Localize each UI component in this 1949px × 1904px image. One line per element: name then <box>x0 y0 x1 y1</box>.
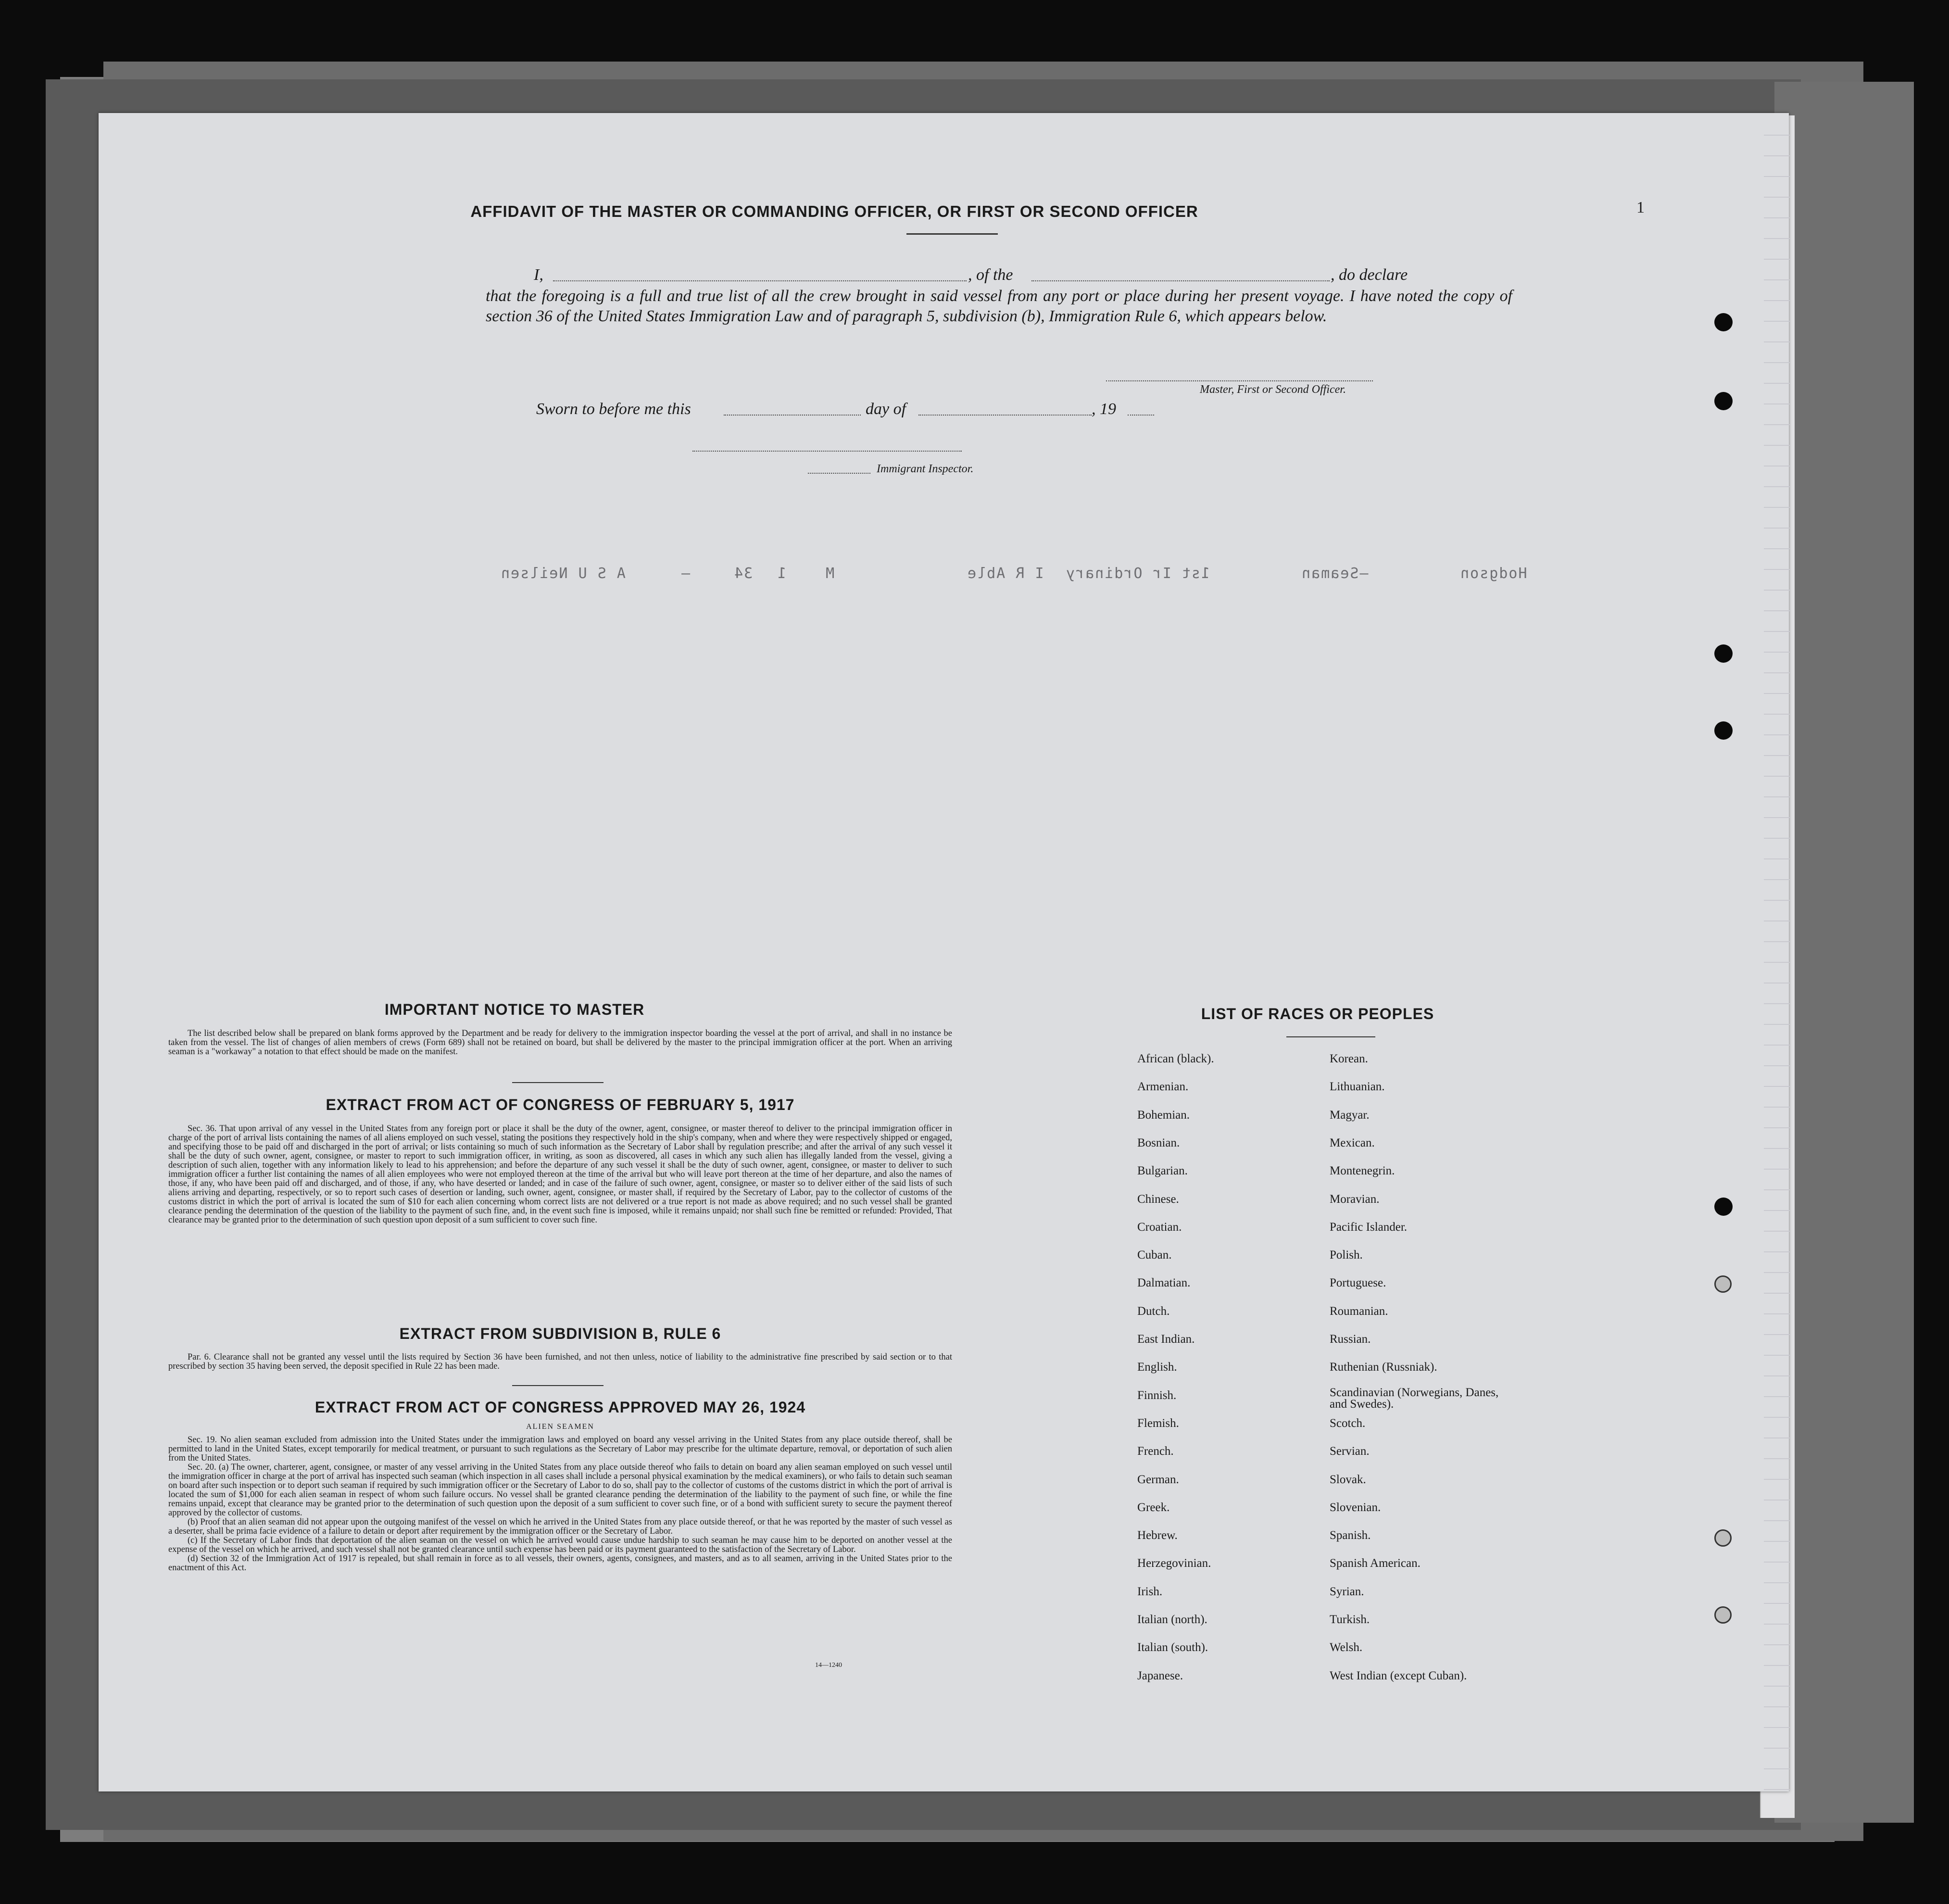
ruling-line <box>1764 135 1790 136</box>
ruling-line <box>1764 1748 1790 1749</box>
sworn-year-blank[interactable] <box>1128 415 1154 416</box>
ruling-line <box>1764 1665 1790 1666</box>
race-item: German. <box>1137 1473 1179 1486</box>
ruling-line <box>1764 1789 1790 1790</box>
ruling-line <box>1764 1107 1790 1108</box>
extract-1924-text <box>168 1436 952 1573</box>
race-item: Bohemian. <box>1137 1108 1190 1122</box>
ruling-line <box>1764 755 1790 756</box>
extract-1924-paragraph: (d) Section 32 of the Immigration Act of 1917 is repealed, but shall remain in force as to all vessels, their owners, agents, consignees, and masters, and as to all seamen, arriving in the United States prior to the enactment of this Act. <box>168 1554 952 1573</box>
ruling-line <box>1764 1520 1790 1521</box>
ruling-line <box>1764 1272 1790 1273</box>
ruling-line <box>1764 1086 1790 1087</box>
ruling-line <box>1764 259 1790 260</box>
document-page <box>99 113 1789 1791</box>
master-signature-label: Master, First or Second Officer. <box>1200 383 1346 396</box>
ruling-line <box>1764 631 1790 632</box>
ruling-line <box>1764 341 1790 342</box>
ruling-line <box>1764 879 1790 880</box>
race-item: West Indian (except Cuban). <box>1330 1669 1467 1682</box>
extract-1917-text <box>168 1124 952 1225</box>
ruling-line <box>1764 1293 1790 1294</box>
ruling-line <box>1764 734 1790 735</box>
race-item: Scotch. <box>1330 1416 1366 1430</box>
ruling-line <box>1764 590 1790 591</box>
race-item: Montenegrin. <box>1330 1164 1395 1178</box>
extract-rule6-paragraph: Par. 6. Clearance shall not be granted any vessel until the lists required by Section 36 have been furnished, and not then unless, notice of liability to the administrative fine prescribed by said section or to that prescribed by section 35 having been served, the deposit specified in Rule 22 has been made. <box>168 1352 952 1371</box>
race-item: Italian (south). <box>1137 1641 1208 1654</box>
punch-hole <box>1714 1275 1732 1293</box>
bleed-through-text: — <box>680 565 691 582</box>
ruling-line <box>1764 1417 1790 1418</box>
race-item: Scandinavian (Norwegians, Danes, and Swedes). <box>1330 1386 1499 1411</box>
race-item: Italian (north). <box>1137 1613 1207 1626</box>
ruling-line <box>1764 1189 1790 1190</box>
race-item: Bulgarian. <box>1137 1164 1188 1178</box>
ruling-line <box>1764 1562 1790 1563</box>
ruling-line <box>1764 1500 1790 1501</box>
race-item: Portuguese. <box>1330 1276 1386 1290</box>
ruling-line <box>1764 362 1790 363</box>
ruling-line <box>1764 1210 1790 1211</box>
extract-rule6-title: EXTRACT FROM SUBDIVISION B, RULE 6 <box>399 1325 721 1342</box>
ruling-line <box>1764 548 1790 549</box>
race-item: Greek. <box>1137 1501 1170 1514</box>
ruling-line <box>1764 1624 1790 1625</box>
ruling-line <box>1764 1065 1790 1066</box>
ruling-line <box>1764 714 1790 715</box>
ruling-line <box>1764 1148 1790 1149</box>
ruling-line <box>1764 1768 1790 1769</box>
punch-hole <box>1714 644 1733 663</box>
ruling-line <box>1764 1727 1790 1728</box>
name-blank[interactable] <box>553 280 967 281</box>
section-rule <box>512 1385 604 1386</box>
extract-1924-paragraph: Sec. 20. (a) The owner, charterer, agent, consignee, or master of any vessel arriving in the United States from any place outside thereof who fails to detain on board any alien seaman employed on such vessel until the immigration officer in charge at the port of arrival has inspected such seaman (which inspection in all cases shall include a personal physical examination by the medical examiners), or who fails to detain such seaman on board after such inspection or to deport such seaman if required by such immigration officer or the Secretary of Labor to do so, shall pay to the collector of customs of the customs district in which the port of arrival is located the sum of $1,000 for each alien seaman in respect of whom such failure occurs. No vessel shall be granted clearance pending the determination of the liability to the payment of such fine, or while the fine remains unpaid, except that clearance may be granted prior to the determination of such question upon the deposit of a sum sufficient to cover such fine, or of a bond with sufficient surety to secure the payment thereof approved by the collector of customs. <box>168 1463 952 1518</box>
race-item: Ruthenian (Russniak). <box>1330 1361 1437 1374</box>
race-item: Finnish. <box>1137 1388 1177 1402</box>
punch-hole <box>1714 1606 1732 1624</box>
bleed-through-text: 1 <box>777 565 787 582</box>
race-item: Chinese. <box>1137 1192 1179 1206</box>
ruling-line <box>1764 1334 1790 1335</box>
race-item: Korean. <box>1330 1052 1368 1065</box>
inspector-signature-line[interactable] <box>692 451 962 452</box>
race-item: Roumanian. <box>1330 1304 1388 1318</box>
bleed-through-text: 34 <box>733 565 753 582</box>
notice-text <box>168 1029 952 1057</box>
race-item: Syrian. <box>1330 1585 1364 1598</box>
ruling-line <box>1764 1603 1790 1604</box>
race-item: Armenian. <box>1137 1080 1189 1094</box>
ruling-line <box>1764 941 1790 942</box>
extract-rule6-text <box>168 1353 952 1371</box>
inspector-dot-leader <box>808 473 870 474</box>
ruling-line <box>1764 424 1790 425</box>
ruling-line <box>1764 1355 1790 1356</box>
ruling-line <box>1764 610 1790 611</box>
race-item: Spanish. <box>1330 1529 1371 1542</box>
affidavit-line1-prefix: I, <box>534 266 543 284</box>
ruling-line <box>1764 528 1790 529</box>
race-item: Dalmatian. <box>1137 1276 1191 1290</box>
punch-hole <box>1714 721 1733 740</box>
ruling-line <box>1764 962 1790 963</box>
race-item: Cuban. <box>1137 1248 1172 1262</box>
affidavit-line1-suffix: , do declare <box>1331 266 1408 284</box>
race-item: East Indian. <box>1137 1333 1195 1346</box>
ruling-line <box>1764 1686 1790 1687</box>
extract-1924-paragraph: (b) Proof that an alien seaman did not appear upon the outgoing manifest of the vessel on which he arrived in the United States from any place outside thereof, or that he was reported by the master of such vessel as a deserter, shall be prima facie evidence of a failure to detain or deport after requirement by the immigration officer or the Secretary of Labor. <box>168 1517 952 1536</box>
race-item: Polish. <box>1330 1248 1363 1262</box>
ruling-line <box>1764 796 1790 797</box>
race-item: Herzegovinian. <box>1137 1557 1211 1570</box>
ruling-line <box>1764 776 1790 777</box>
punch-hole <box>1714 313 1733 331</box>
race-item: Dutch. <box>1137 1304 1170 1318</box>
sworn-day-blank[interactable] <box>724 415 861 416</box>
vessel-blank[interactable] <box>1031 280 1330 281</box>
affidavit-title: AFFIDAVIT OF THE MASTER OR COMMANDING OFFICER, OR FIRST OR SECOND OFFICER <box>470 202 1198 220</box>
notice-title: IMPORTANT NOTICE TO MASTER <box>384 1001 645 1018</box>
ruling-line <box>1764 693 1790 694</box>
race-item: Russian. <box>1330 1333 1371 1346</box>
race-item: Welsh. <box>1330 1641 1363 1654</box>
ruling-line <box>1764 652 1790 653</box>
sworn-month-blank[interactable] <box>918 415 1092 416</box>
race-item: Irish. <box>1137 1585 1163 1598</box>
bleed-through-text: M <box>825 565 835 582</box>
extract-1924-paragraph: Sec. 19. No alien seaman excluded from admission into the United States under the immigration laws and employed on board any vessel arriving in the United States from any place outside thereof, shall be permitted to land in the United States, except temporarily for medical treatment, or pursuant to such regulations as the Secretary of Labor may prescribe for the ultimate departure, removal, or deportation of such alien from the United States. <box>168 1435 952 1463</box>
race-item: Mexican. <box>1330 1136 1375 1149</box>
ruling-line <box>1764 1541 1790 1542</box>
ruling-line <box>1764 1437 1790 1438</box>
ruling-line <box>1764 1024 1790 1025</box>
ruling-line <box>1764 238 1790 239</box>
background-sheet <box>1774 82 1914 1823</box>
ruling-line <box>1764 1458 1790 1459</box>
master-signature-line[interactable] <box>1106 380 1373 381</box>
race-item: Hebrew. <box>1137 1529 1178 1542</box>
extract-1924-subtitle: ALIEN SEAMEN <box>526 1423 594 1431</box>
race-item: Spanish American. <box>1330 1557 1421 1570</box>
affidavit-text: that the foregoing is a full and true list of all the crew brought in said vessel from any port or place during her present voyage. I have noted the copy of section 36 of the United States Immigration Law and of paragraph 5, subdivision (b), Immigration Rule 6, which appears below. <box>486 287 1512 325</box>
ruling-line <box>1764 445 1790 446</box>
ruling-line <box>1764 217 1790 218</box>
race-item: English. <box>1137 1361 1177 1374</box>
race-item: Flemish. <box>1137 1416 1179 1430</box>
punch-hole <box>1714 392 1733 410</box>
punch-hole <box>1714 1198 1733 1216</box>
ruling-line <box>1764 983 1790 984</box>
sworn-prefix: Sworn to before me this <box>536 400 691 418</box>
bleed-through-text: —Seaman <box>1301 565 1369 582</box>
ruling-line <box>1764 1644 1790 1645</box>
section-rule <box>512 1082 604 1083</box>
ruling-line <box>1764 155 1790 156</box>
sworn-suffix: , 19 <box>1092 400 1116 418</box>
ruling-line <box>1764 1396 1790 1397</box>
extract-1917-title: EXTRACT FROM ACT OF CONGRESS OF FEBRUARY 5, 1917 <box>326 1096 795 1113</box>
ruling-line <box>1764 1003 1790 1004</box>
ruling-line <box>1764 569 1790 570</box>
form-number: 14—1240 <box>815 1662 842 1669</box>
ruling-line <box>1764 1313 1790 1314</box>
race-item: Bosnian. <box>1137 1136 1180 1149</box>
ruling-line <box>1764 486 1790 487</box>
race-item: Magyar. <box>1330 1108 1370 1122</box>
extract-1924-paragraph: (c) If the Secretary of Labor finds that deportation of the alien seaman on the vessel on which he arrived would cause undue hardship to such seaman he may cause him to be deported on another vessel at the expense of the vessel on which he arrived, and such vessel shall not be granted clearance until such expense has been paid or its payment guaranteed to the satisfaction of the Secretary of Labor. <box>168 1536 952 1554</box>
ruling-line <box>1764 1251 1790 1252</box>
ruling-line <box>1764 1706 1790 1707</box>
ruling-line <box>1764 466 1790 467</box>
bleed-through-text: A S U Neilsen <box>500 565 626 582</box>
ruling-line <box>1764 197 1790 198</box>
race-item: African (black). <box>1137 1052 1214 1065</box>
ruling-line <box>1764 1169 1790 1170</box>
ruling-line <box>1764 279 1790 280</box>
ruling-line <box>1764 403 1790 404</box>
ruling-line <box>1764 1045 1790 1046</box>
races-title-rule <box>1286 1036 1375 1037</box>
title-rule <box>906 233 998 235</box>
bleed-through-text: Hodgson <box>1459 565 1527 582</box>
ruling-line <box>1764 507 1790 508</box>
extract-1917-paragraph: Sec. 36. That upon arrival of any vessel in the United States from any foreign port or place it shall be the duty of the owner, agent, consignee, or master thereof to deliver to the principal immigration officer in charge of the port of arrival lists containing the names of all aliens employed on such vessel, stating the positions they respectively hold in the ship's company, when and where they were respectively shipped or engaged, and specifying those to be paid off and discharged in the port of arrival; or lists containing so much of such information as the Secretary of Labor shall by regulation prescribe; and after the arrival of any such vessel it shall be the duty of such owner, agent, consignee, or master to report to such immigration officer, in writing, as soon as discovered, all cases in which any such alien has illegally landed from the vessel, giving a description of such alien, together with any information likely to lead to his apprehension; and before the departure of any such vessel it shall be the duty of such owner, agent, consignee, or master to deliver to such immigration officer a further list containing the names of all alien employees who were not employed thereon at the time of the arrival but who will leave port thereon at the time of her departure, and also the names of those, if any, who have been paid off and discharged, and of those, if any, who have deserted or landed; and in case of the failure of such owner, agent, consignee, or master so to deliver either of the said lists of such aliens arriving and departing, respectively, or so to report such cases of desertion or landing, such owner, agent, consignee, or master shall, if required by the Secretary of Labor, pay to the collector of customs of the customs district in which the port of arrival is located the sum of $10 for each alien concerning whom correct lists are not delivered or a true report is not made as above required; and no such vessel shall be granted clearance pending the determination of the question of the liability to the payment of such fine, and, in the event such fine is imposed, while it remains unpaid; nor shall such fine be remitted or refunded: Provided, That clearance may be granted prior to the determination of such question upon deposit of a sum sufficient to cover such fine. <box>168 1124 952 1225</box>
race-item: Servian. <box>1330 1445 1370 1458</box>
affidavit-line1-mid: , of the <box>968 266 1013 284</box>
race-item: Turkish. <box>1330 1613 1370 1626</box>
race-item: French. <box>1137 1445 1174 1458</box>
race-item: Lithuanian. <box>1330 1080 1385 1094</box>
ruling-line <box>1764 1479 1790 1480</box>
notice-paragraph: The list described below shall be prepared on blank forms approved by the Department and be ready for delivery to the immigration inspector boarding the vessel at the port of arrival, and shall in no instance be taken from the vessel. The list of changes of alien members of crews (Form 689) shall not be retained on board, but shall be delivered by the master to the principal immigration officer at the port. When an arriving seaman is a "workaway" a notation to that effect should be made on the manifest. <box>168 1029 952 1057</box>
extract-1924-title: EXTRACT FROM ACT OF CONGRESS APPROVED MAY 26, 1924 <box>314 1399 806 1416</box>
bleed-through-text: I R Able <box>967 565 1044 582</box>
ruling-line <box>1764 900 1790 901</box>
ruling-line <box>1764 1375 1790 1376</box>
ruling-line <box>1764 1582 1790 1583</box>
punch-hole <box>1714 1529 1732 1547</box>
race-item: Pacific Islander. <box>1330 1220 1408 1234</box>
ruling-line <box>1764 1127 1790 1128</box>
ruling-line <box>1764 176 1790 177</box>
ruling-line <box>1764 838 1790 839</box>
ruling-line <box>1764 321 1790 322</box>
ruling-line <box>1764 672 1790 673</box>
race-item: Japanese. <box>1137 1669 1183 1682</box>
race-item: Moravian. <box>1330 1192 1380 1206</box>
ruling-line <box>1764 1231 1790 1232</box>
ruling-line <box>1764 858 1790 859</box>
inspector-signature-label: Immigrant Inspector. <box>877 463 974 475</box>
sworn-mid: day of <box>866 400 906 418</box>
ruling-line <box>1764 920 1790 921</box>
races-title: LIST OF RACES OR PEOPLES <box>1201 1005 1434 1022</box>
race-item: Slovak. <box>1330 1473 1366 1486</box>
race-item: Croatian. <box>1137 1220 1182 1234</box>
ruling-line <box>1764 817 1790 818</box>
ruling-line <box>1764 383 1790 384</box>
page-number: 1 <box>1636 199 1645 216</box>
ruling-line <box>1764 300 1790 301</box>
bleed-through-text: 1st Ir Ordinary <box>1065 565 1210 582</box>
race-item: Slovenian. <box>1330 1501 1381 1514</box>
